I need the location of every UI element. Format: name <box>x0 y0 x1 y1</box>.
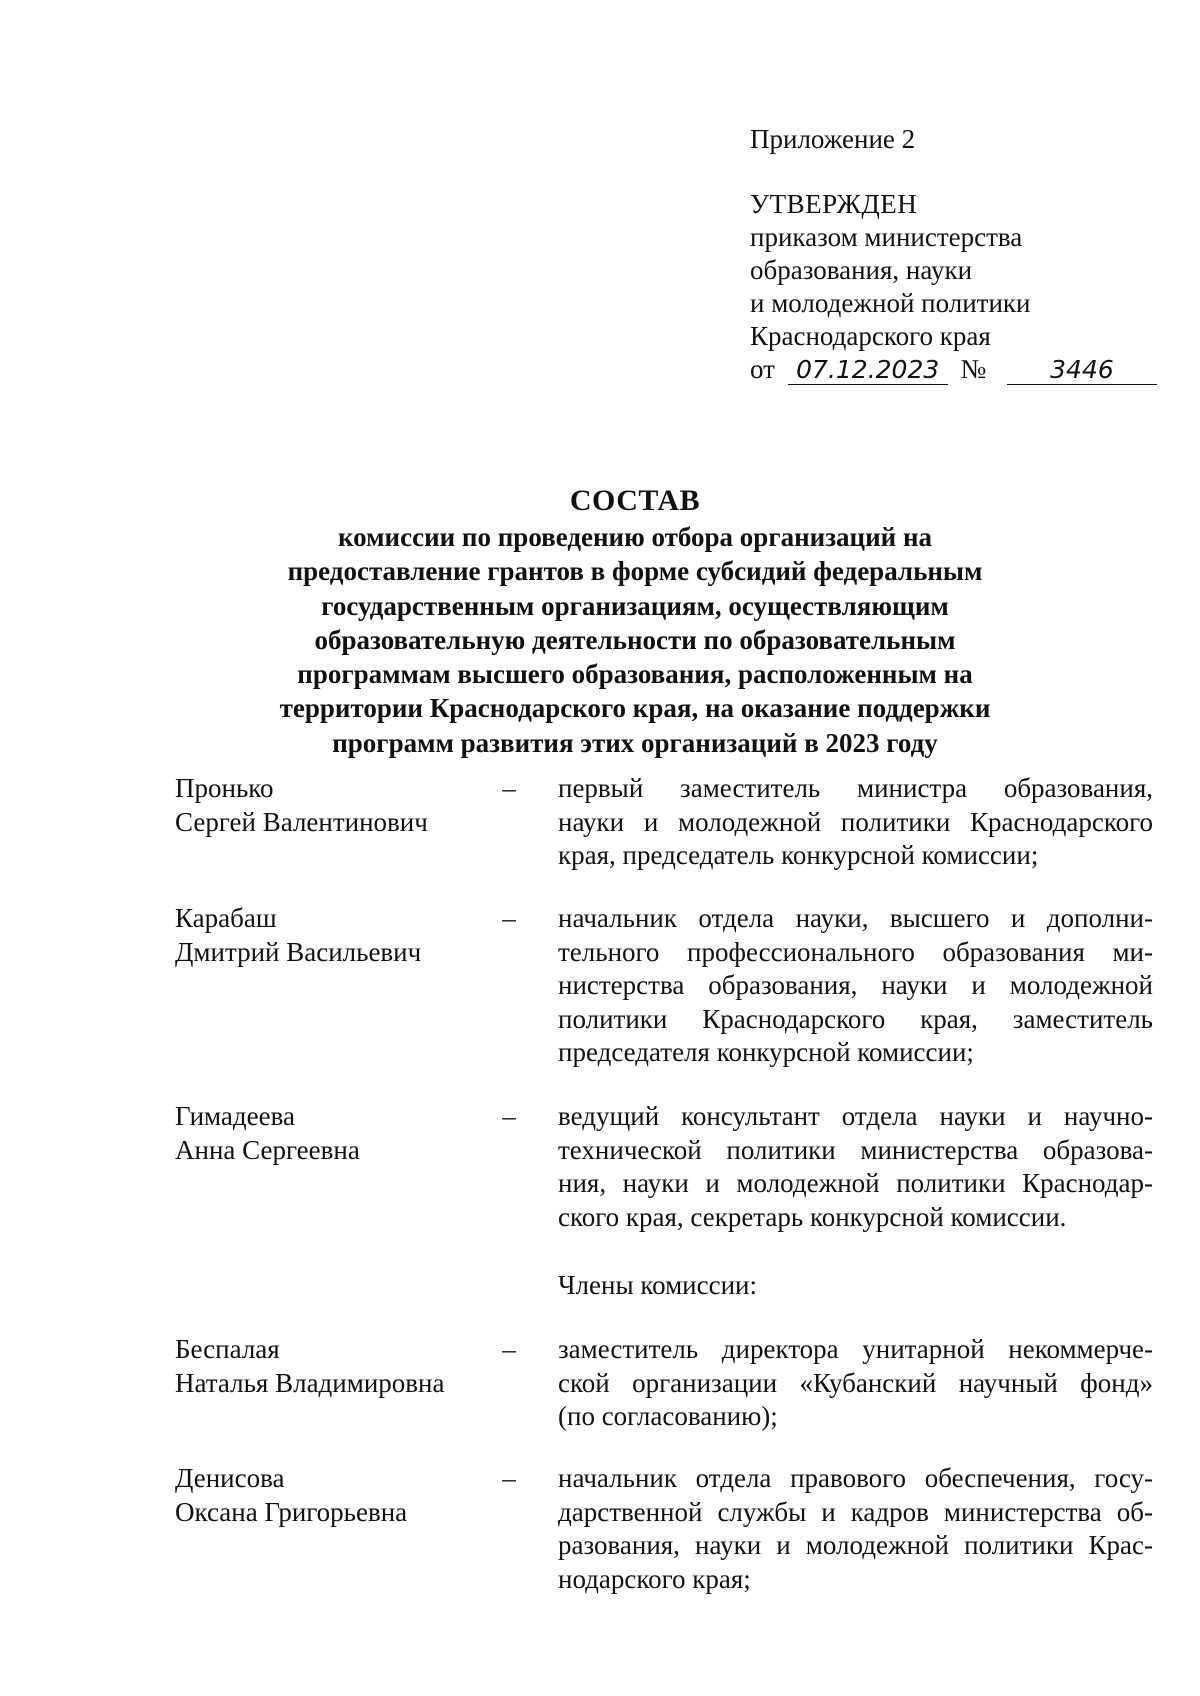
role-line: начальник отдела правового обеспечения, госу- <box>558 1463 1153 1493</box>
member-name <box>175 902 495 969</box>
subtitle-line: образовательную деятельности по образовательным <box>314 624 956 655</box>
approval-line: приказом министерства <box>750 222 1023 252</box>
member-given-names: Анна Сергеевна <box>175 1134 360 1165</box>
role-line: (по согласованию); <box>558 1401 778 1431</box>
role-line: политики Краснодарского края, заместитель <box>558 1003 1153 1034</box>
role-line: дарственной службы и кадров министерства об- <box>558 1496 1153 1527</box>
handwritten-order-number: 3446 <box>1007 356 1157 385</box>
role-line: председателя конкурсной комиссии; <box>558 1037 974 1067</box>
member-surname: Карабаш <box>175 903 277 933</box>
role-line: нодарского края; <box>558 1563 751 1594</box>
member-given-names: Оксана Григорьевна <box>175 1496 408 1527</box>
dash-separator: – <box>502 903 516 933</box>
member-role <box>558 1462 1153 1596</box>
role-line: ского края, секретарь конкурсной комиссии. <box>558 1201 1067 1232</box>
date-prefix: от <box>750 354 775 384</box>
document-heading <box>0 482 1200 760</box>
member-name <box>175 1462 495 1529</box>
approval-block <box>750 188 1157 386</box>
role-line: заместитель директора унитарной некоммерче- <box>558 1334 1153 1364</box>
member-surname: Пронько <box>175 773 274 803</box>
member-role <box>558 1333 1153 1434</box>
member-role <box>558 1100 1153 1234</box>
role-line: первый заместитель министра образования, <box>558 773 1153 803</box>
role-line: науки и молодежной политики Краснодарского <box>558 806 1153 837</box>
role-line: края, председатель конкурсной комиссии; <box>558 840 1039 870</box>
approval-title: УТВЕРЖДЕН <box>750 189 918 219</box>
role-line: ния, науки и молодежной политики Краснодар- <box>558 1168 1153 1198</box>
role-line: начальник отдела науки, высшего и дополни- <box>558 903 1153 933</box>
member-surname: Беспалая <box>175 1334 280 1364</box>
order-date-number-line <box>750 353 1157 386</box>
subtitle-line: комиссии по проведению отбора организаций на <box>337 522 933 552</box>
member-surname: Гимадеева <box>175 1101 295 1131</box>
subtitle-line: программ развития этих организаций в 2023 году <box>332 727 938 758</box>
member-role <box>558 772 1153 873</box>
member-role <box>558 902 1153 1070</box>
member-name <box>175 1100 495 1167</box>
dash-separator: – <box>502 1101 516 1131</box>
member-name <box>175 772 495 839</box>
member-given-names: Наталья Владимировна <box>175 1367 445 1398</box>
approval-line: и молодежной политики <box>750 288 1031 318</box>
member-given-names: Дмитрий Васильевич <box>175 936 422 967</box>
dash-separator: – <box>502 773 516 803</box>
role-line: нистерства образования, науки и молодежной <box>558 970 1153 1000</box>
role-line: ведущий консультант отдела науки и научно- <box>558 1101 1153 1131</box>
subtitle-line: территории Краснодарского края, на оказание поддержки <box>279 693 991 724</box>
member-surname: Денисова <box>175 1463 285 1493</box>
member-given-names: Сергей Валентинович <box>175 806 428 837</box>
dash-separator: – <box>502 1334 516 1364</box>
subtitle-line: предоставление грантов в форме субсидий федеральным <box>287 556 983 587</box>
handwritten-order-date: 07.12.2023 <box>788 356 948 385</box>
subtitle-line: государственным организациям, осуществляющим <box>321 590 949 621</box>
appendix-label: Приложение 2 <box>750 124 916 154</box>
role-line: разования, науки и молодежной политики Крас- <box>558 1530 1153 1560</box>
dash-separator: – <box>502 1463 516 1493</box>
role-line: тельного профессионального образования ми- <box>558 936 1153 967</box>
document-subtitle <box>0 520 1200 760</box>
document-title: СОСТАВ <box>569 484 701 517</box>
member-name <box>175 1333 495 1400</box>
role-line: технической политики министерства образова- <box>558 1134 1153 1165</box>
members-section-label: Члены комиссии: <box>558 1270 757 1300</box>
approval-line: Краснодарского края <box>750 321 991 351</box>
number-sign: № <box>960 354 987 384</box>
subtitle-line: программам высшего образования, расположенным на <box>297 659 973 690</box>
approval-line: образования, науки <box>750 255 973 285</box>
role-line: ской организации «Кубанский научный фонд» <box>558 1367 1153 1398</box>
